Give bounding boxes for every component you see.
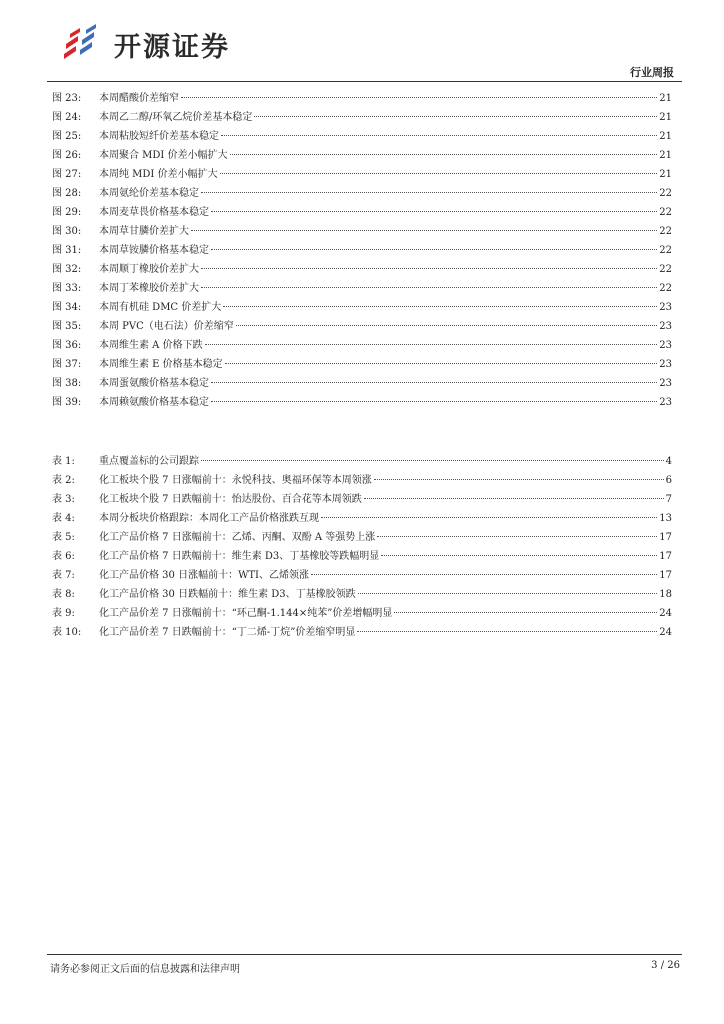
toc-entry-page: 17 [659, 570, 672, 581]
toc-entry-title: 化工板块个股 7 日跌幅前十：怡达股份、百合花等本周领跌 [99, 494, 362, 505]
toc-dot-leader [211, 211, 657, 212]
toc-entry-page: 24 [659, 627, 672, 638]
toc-dot-leader [321, 517, 657, 518]
toc-entry-title: 本周蛋氨酸价格基本稳定 [99, 378, 209, 389]
toc-dot-leader [220, 173, 658, 174]
figure-list-entry[interactable] [52, 298, 672, 317]
brand-logo-icon [60, 24, 108, 64]
toc-entry-page: 7 [665, 494, 672, 505]
toc-entry-number: 表 1: [52, 456, 75, 467]
toc-dot-leader [358, 593, 658, 594]
toc-entry-page: 22 [659, 226, 672, 237]
toc-entry-page: 17 [659, 551, 672, 562]
toc-entry-title: 本周丁苯橡胶价差扩大 [99, 283, 199, 294]
figure-list-entry[interactable] [52, 279, 672, 298]
figure-list-entry[interactable] [52, 165, 672, 184]
toc-entry-page: 13 [659, 513, 672, 524]
toc-entry-title: 化工产品价格 7 日跌幅前十：维生素 D3、丁基橡胶等跌幅明显 [99, 551, 380, 562]
toc-entry-title: 本周纯 MDI 价差小幅扩大 [99, 169, 218, 180]
table-list-entry[interactable] [52, 490, 672, 509]
toc-dot-leader [230, 154, 658, 155]
toc-entry-title: 本周草甘膦价差扩大 [99, 226, 189, 237]
toc-entry-title: 本周粘胶短纤价差基本稳定 [99, 131, 219, 142]
toc-entry-number: 图 25: [52, 131, 82, 142]
toc-entry-title: 本周分板块价格跟踪：本周化工产品价格涨跌互现 [99, 513, 319, 524]
toc-entry-page: 6 [665, 475, 672, 486]
toc-dot-leader [254, 116, 657, 117]
toc-entry-title: 化工板块个股 7 日涨幅前十：永悦科技、奥福环保等本周领涨 [99, 475, 372, 486]
figure-list-entry[interactable] [52, 374, 672, 393]
toc-entry-page: 23 [659, 321, 672, 332]
toc-entry-title: 化工产品价格 30 日涨幅前十：WTI、乙烯领涨 [99, 570, 309, 581]
figure-list-entry[interactable] [52, 336, 672, 355]
toc-entry-title: 本周草铵膦价格基本稳定 [99, 245, 209, 256]
toc-entry-page: 23 [659, 302, 672, 313]
toc-entry-page: 4 [665, 456, 672, 467]
toc-entry-number: 图 35: [52, 321, 82, 332]
toc-dot-leader [201, 287, 657, 288]
toc-dot-leader [201, 460, 664, 461]
toc-entry-number: 图 24: [52, 112, 82, 123]
toc-entry-number: 图 26: [52, 150, 82, 161]
toc-entry-number: 图 33: [52, 283, 82, 294]
toc-entry-title: 本周麦草畏价格基本稳定 [99, 207, 209, 218]
table-list-entry[interactable] [52, 623, 672, 642]
header-divider [47, 81, 682, 82]
toc-entry-number: 表 7: [52, 570, 75, 581]
toc-dot-leader [225, 363, 658, 364]
toc-entry-page: 24 [659, 608, 672, 619]
toc-entry-page: 17 [659, 532, 672, 543]
toc-dot-leader [211, 382, 657, 383]
footer-divider [47, 954, 682, 955]
figure-list-entry[interactable] [52, 355, 672, 374]
brand-logo [60, 24, 230, 64]
table-list-entry[interactable] [52, 566, 672, 585]
brand-name: 开源证券 [114, 31, 230, 63]
toc-entry-number: 表 2: [52, 475, 75, 486]
figure-list-entry[interactable] [52, 184, 672, 203]
toc-entry-title: 本周乙二醇/环氧乙烷价差基本稳定 [99, 112, 253, 123]
toc-entry-page: 22 [659, 245, 672, 256]
toc-entry-title: 本周顺丁橡胶价差扩大 [99, 264, 199, 275]
figure-list-entry[interactable] [52, 241, 672, 260]
toc-dot-leader [205, 344, 658, 345]
toc-entry-page: 21 [659, 112, 672, 123]
toc-entry-page: 23 [659, 378, 672, 389]
toc-dot-leader [221, 135, 657, 136]
toc-entry-number: 表 6: [52, 551, 75, 562]
table-list-entry[interactable] [52, 604, 672, 623]
toc-dot-leader [311, 574, 657, 575]
toc-entry-number: 表 5: [52, 532, 75, 543]
toc-entry-number: 表 8: [52, 589, 75, 600]
toc-entry-page: 22 [659, 207, 672, 218]
toc-dot-leader [211, 401, 657, 402]
toc-entry-title: 化工产品价格 30 日跌幅前十：维生素 D3、丁基橡胶领跌 [99, 589, 356, 600]
figure-list [52, 89, 672, 412]
toc-dot-leader [236, 325, 657, 326]
figure-list-entry[interactable] [52, 222, 672, 241]
toc-entry-number: 图 27: [52, 169, 82, 180]
table-list-entry[interactable] [52, 509, 672, 528]
figure-list-entry[interactable] [52, 317, 672, 336]
figure-list-entry[interactable] [52, 127, 672, 146]
toc-dot-leader [223, 306, 657, 307]
toc-entry-page: 21 [659, 131, 672, 142]
toc-dot-leader [201, 192, 657, 193]
toc-entry-title: 化工产品价差 7 日跌幅前十：“丁二烯-丁烷”价差缩窄明显 [99, 627, 356, 638]
toc-entry-page: 21 [659, 169, 672, 180]
table-list-entry[interactable] [52, 585, 672, 604]
toc-entry-number: 图 29: [52, 207, 82, 218]
toc-entry-title: 重点覆盖标的公司跟踪 [99, 456, 199, 467]
toc-dot-leader [364, 498, 664, 499]
toc-entry-number: 图 30: [52, 226, 82, 237]
toc-entry-title: 本周醋酸价差缩窄 [99, 93, 179, 104]
toc-dot-leader [381, 555, 657, 556]
toc-entry-number: 图 34: [52, 302, 82, 313]
toc-entry-number: 图 36: [52, 340, 82, 351]
toc-entry-page: 22 [659, 264, 672, 275]
toc-entry-page: 23 [659, 397, 672, 408]
toc-dot-leader [394, 612, 657, 613]
toc-entry-number: 图 37: [52, 359, 82, 370]
toc-entry-title: 本周 PVC（电石法）价差缩窄 [99, 321, 234, 332]
toc-entry-page: 23 [659, 359, 672, 370]
page-number: 3 / 26 [651, 960, 680, 971]
toc-dot-leader [377, 536, 657, 537]
toc-entry-number: 图 39: [52, 397, 82, 408]
figure-list-entry[interactable] [52, 260, 672, 279]
toc-entry-title: 本周有机硅 DMC 价差扩大 [99, 302, 222, 313]
toc-entry-page: 23 [659, 340, 672, 351]
toc-entry-number: 表 4: [52, 513, 75, 524]
toc-entry-page: 21 [659, 150, 672, 161]
toc-entry-number: 图 31: [52, 245, 82, 256]
toc-dot-leader [181, 97, 657, 98]
toc-entry-number: 表 10: [52, 627, 82, 638]
toc-entry-title: 本周维生素 E 价格基本稳定 [99, 359, 223, 370]
toc-entry-page: 22 [659, 188, 672, 199]
table-list-entry[interactable] [52, 547, 672, 566]
toc-dot-leader [211, 249, 657, 250]
toc-entry-title: 本周聚合 MDI 价差小幅扩大 [99, 150, 228, 161]
toc-entry-number: 图 38: [52, 378, 82, 389]
toc-entry-number: 表 3: [52, 494, 75, 505]
toc-dot-leader [201, 268, 657, 269]
toc-dot-leader [374, 479, 664, 480]
toc-entry-number: 图 23: [52, 93, 82, 104]
table-list [52, 452, 672, 642]
toc-entry-title: 化工产品价格 7 日涨幅前十：乙烯、丙酮、双酚 A 等强势上涨 [99, 532, 376, 543]
figure-list-entry[interactable] [52, 203, 672, 222]
toc-entry-number: 图 32: [52, 264, 82, 275]
toc-entry-page: 18 [659, 589, 672, 600]
figure-list-entry[interactable] [52, 393, 672, 412]
toc-entry-page: 22 [659, 283, 672, 294]
table-list-entry[interactable] [52, 452, 672, 471]
toc-entry-number: 表 9: [52, 608, 75, 619]
figure-list-entry[interactable] [52, 89, 672, 108]
figure-list-entry[interactable] [52, 146, 672, 165]
toc-entry-number: 图 28: [52, 188, 82, 199]
toc-dot-leader [191, 230, 657, 231]
table-list-entry[interactable] [52, 528, 672, 547]
toc-entry-title: 本周氨纶价差基本稳定 [99, 188, 199, 199]
toc-entry-title: 化工产品价差 7 日涨幅前十：“环己酮-1.144×纯苯”价差增幅明显 [99, 608, 393, 619]
toc-entry-title: 本周赖氨酸价格基本稳定 [99, 397, 209, 408]
table-list-entry[interactable] [52, 471, 672, 490]
footer-disclaimer: 请务必参阅正文后面的信息披露和法律声明 [50, 964, 240, 975]
toc-entry-page: 21 [659, 93, 672, 104]
document-type-label: 行业周报 [630, 66, 674, 79]
figure-list-entry[interactable] [52, 108, 672, 127]
toc-dot-leader [357, 631, 657, 632]
toc-entry-title: 本周维生素 A 价格下跌 [99, 340, 203, 351]
